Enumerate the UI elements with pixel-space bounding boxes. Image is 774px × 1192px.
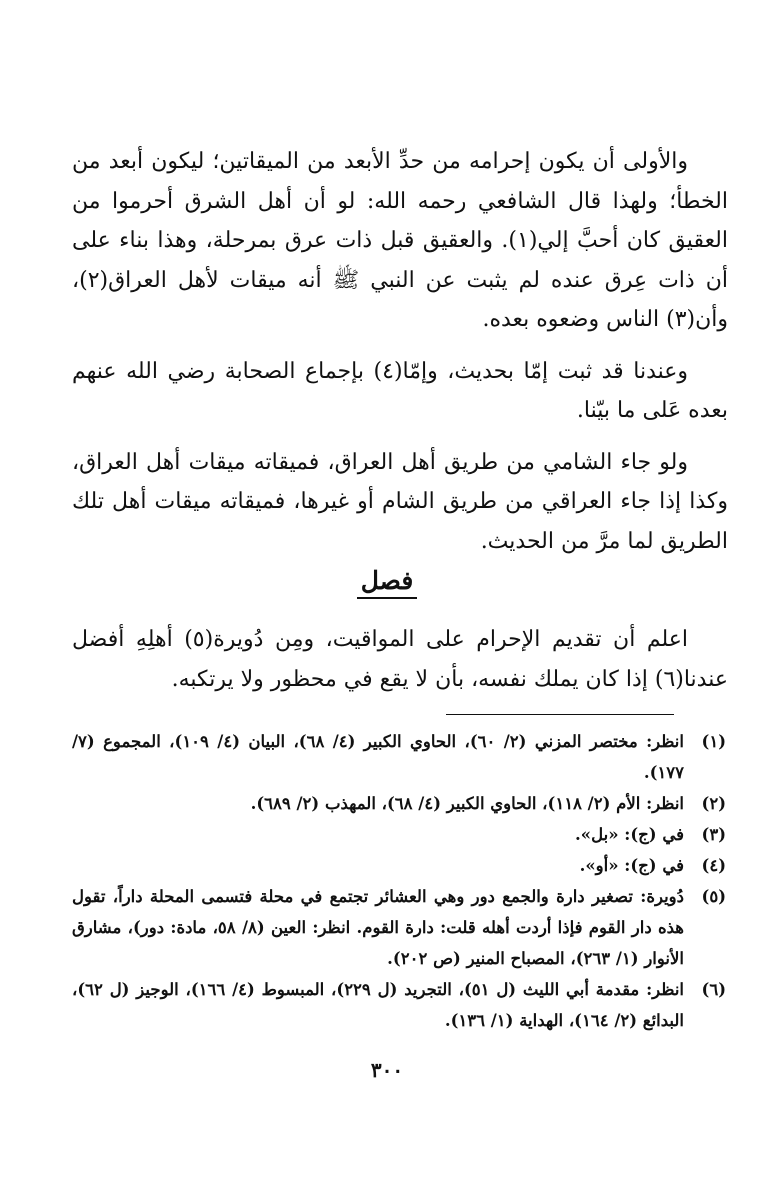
section-text [72, 620, 728, 699]
footnote-text: في (ج): «بل». [575, 825, 684, 844]
paragraph-3: ولو جاء الشامي من طريق أهل العراق، فميقاته ميقات أهل العراق، وكذا إذا جاء العراقي من طريق الشام أو غيرها، فميقاته ميقات أهل تلك الطريق لما مرَّ من الحديث. [72, 449, 728, 554]
paragraph-1: والأولى أن يكون إحرامه من حدِّ الأبعد من الميقاتين؛ ليكون أبعد من الخطأ؛ ولهذا قال الشافعي رحمه الله: لو أن أهل الشرق أحرموا من العقيق كان أحبَّ إلي(١). والعقيق قبل ذات عرق بمرحلة، وهذا بناء على أن ذات عِرق عنده لم يثبت عن النبي ﷺ أنه ميقات لأهل العراق(٢)، وأن(٣) الناس وضعوه بعده. [72, 149, 729, 332]
section-paragraph: اعلم أن تقديم الإحرام على المواقيت، ومِن دُويرة(٥) أهلِهِ أفضل عندنا(٦) إذا كان يملك نفسه، بأن لا يقع في محظور ولا يرتكبه. [72, 627, 728, 692]
footnote-text: انظر: الأم (٢/ ١١٨)، الحاوي الكبير (٤/ ٦٨)، المهذب (٢/ ٦٨٩). [250, 794, 684, 813]
footnote-text: دُويرة: تصغير دارة والجمع دور وهي العشائر تجتمع في محلة فتسمى المحلة داراً، تقول هذه دار القوم فإذا أردت أهله قلت: دارة القوم. انظر: العين (٨/ ٥٨، مادة: دور)، مشارق الأنوار (١/ ٢٦٣)، المصباح المنير (ص ٢٠٢). [72, 887, 684, 968]
footnote-text: انظر: مقدمة أبي الليث (ل ٥١)، التجريد (ل ٢٢٩)، المبسوط (٤/ ١٦٦)، الوجيز (ل ٦٢)، البدائع (٢/ ١٦٤)، الهداية (١/ ١٣٦). [72, 980, 684, 1030]
footnote [72, 726, 726, 788]
section-heading [0, 566, 774, 595]
footnote-text: انظر: مختصر المزني (٢/ ٦٠)، الحاوي الكبير (٤/ ٦٨)، البيان (٤/ ١٠٩)، المجموع (٧/ ١٧٧). [72, 732, 684, 782]
footnote [72, 788, 726, 819]
paragraph-2: وعندنا قد ثبت إمّا بحديث، وإمّا(٤) بإجماع الصحابة رضي الله عنهم بعده عَلى ما بيّنا. [72, 358, 728, 423]
page-number: ٣٠٠ [370, 1058, 404, 1082]
section-heading-text: فصل [357, 566, 418, 599]
footnote [72, 974, 726, 1036]
footnote-number: (٢) [701, 794, 726, 813]
footnote [72, 819, 726, 850]
footnote-number: (٣) [701, 825, 726, 844]
footnote-divider [446, 714, 674, 715]
main-text [72, 142, 728, 561]
footnote-text: في (ج): «أو». [579, 856, 684, 875]
footnote-number: (٤) [701, 856, 726, 875]
footnotes [72, 726, 726, 1036]
footnote-number: (٦) [701, 980, 726, 999]
footnote-number: (٥) [701, 887, 726, 906]
footnote-number: (١) [701, 732, 726, 751]
footnote [72, 850, 726, 881]
footnote [72, 881, 726, 974]
